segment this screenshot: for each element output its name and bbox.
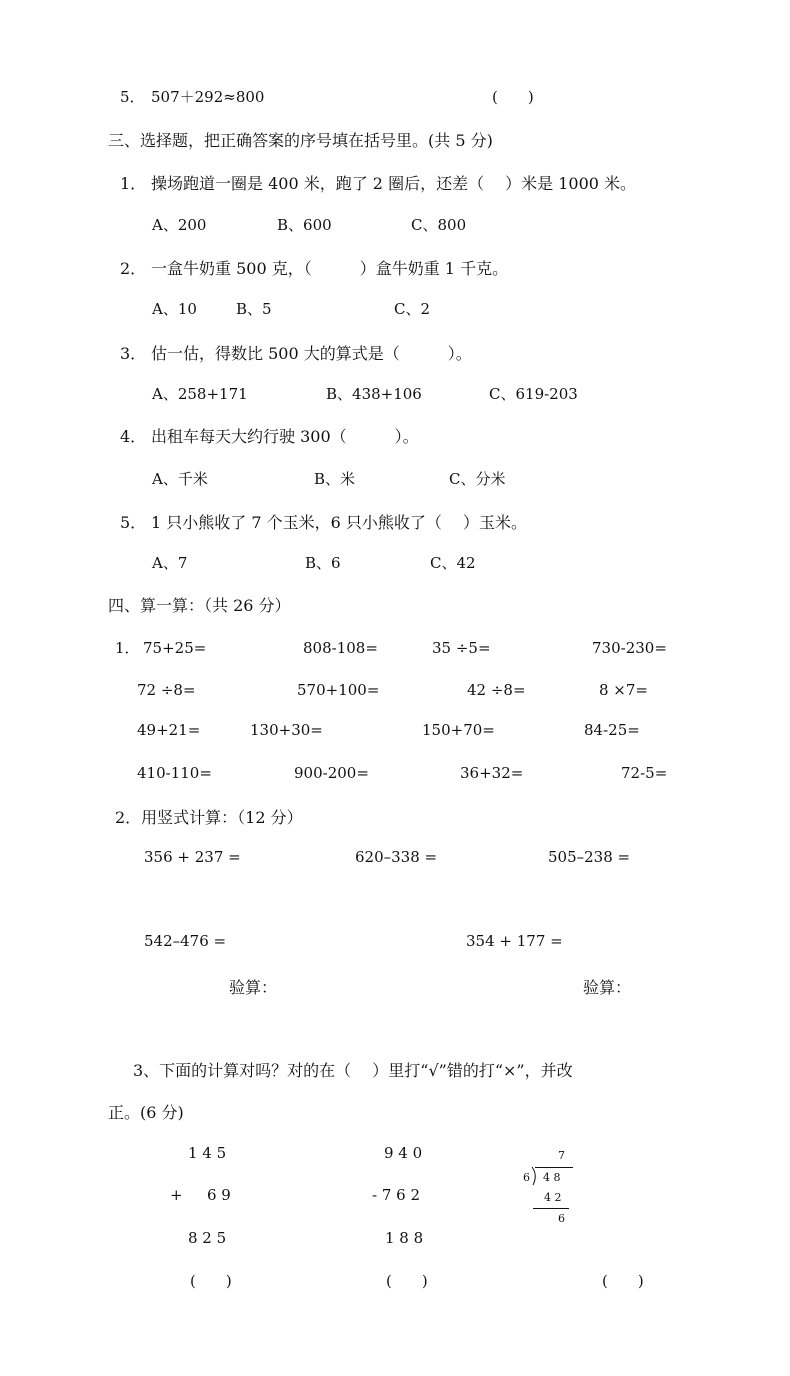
choice-q1-text: 操场跑道一圈是 400 米，跑了 2 圈后，还差（ ）米是 1000 米。 xyxy=(151,174,637,193)
choice-q2-option-a: A、10 xyxy=(152,300,197,318)
choice-q5-option-a: A、7 xyxy=(152,554,188,572)
choice-q3-option-a: A、258+171 xyxy=(152,385,248,403)
judge-item-5-number: 5． xyxy=(120,88,145,106)
oral-calc-r1c4: 730-230= xyxy=(592,639,667,657)
choice-q5-text: 1 只小熊收了 7 个玉米，6 只小熊收了（ ）玉米。 xyxy=(151,513,527,532)
calc3-product: 4 2 xyxy=(544,1191,562,1204)
vertical-calc-2: 620–338 = xyxy=(355,848,438,866)
choice-q3-number: 3． xyxy=(120,344,147,363)
vertical-calc-1: 356 + 237 = xyxy=(144,848,241,866)
oral-calc-r3c1: 49+21= xyxy=(137,721,201,739)
calc1-result: 8 2 5 xyxy=(188,1229,227,1247)
choice-q1-option-a: A、200 xyxy=(152,216,207,234)
oral-calc-r1c2: 808-108= xyxy=(303,639,378,657)
choice-q1-number: 1． xyxy=(120,174,147,193)
calc3-remainder: 6 xyxy=(558,1212,565,1225)
calc3-division-bar xyxy=(535,1167,573,1168)
oral-calc-r2c3: 42 ÷8= xyxy=(467,681,526,699)
choice-q3-option-b: B、438+106 xyxy=(326,385,422,403)
calc3-answer-paren: ( ) xyxy=(602,1272,644,1290)
choice-q3-text: 估一估，得数比 500 大的算式是（ ）。 xyxy=(151,344,472,363)
judge-item-5-answer-paren: ( ) xyxy=(492,88,534,106)
check-label-1: 验算： xyxy=(229,978,278,997)
calc1-bottom: 6 9 xyxy=(207,1186,231,1204)
vertical-calc-5: 354 + 177 = xyxy=(466,932,563,950)
choice-q4-text: 出租车每天大约行驶 300（ ）。 xyxy=(151,427,419,446)
choice-q4-number: 4． xyxy=(120,427,147,446)
oral-calc-r4c4: 72-5= xyxy=(621,764,668,782)
choice-q1-option-c: C、800 xyxy=(411,216,467,234)
vertical-calc-3: 505–238 = xyxy=(548,848,631,866)
choice-q5-number: 5． xyxy=(120,513,147,532)
calc3-divisor: 6 xyxy=(523,1171,530,1184)
section4-title: 四、算一算：（共 26 分） xyxy=(108,596,291,615)
vertical-calc-title: 2．用竖式计算：（12 分） xyxy=(115,808,303,827)
choice-q1-option-b: B、600 xyxy=(277,216,332,234)
correction-title-line2: 正。(6 分) xyxy=(108,1103,184,1122)
oral-calc-r3c4: 84-25= xyxy=(584,721,640,739)
choice-q4-option-b: B、米 xyxy=(314,470,356,488)
oral-calc-r3c2: 130+30= xyxy=(250,721,323,739)
calc3-dividend: 4 8 xyxy=(543,1171,561,1184)
section3-title: 三、选择题，把正确答案的序号填在括号里。(共 5 分) xyxy=(108,131,493,150)
calc2-bottom: - 7 6 2 xyxy=(372,1186,421,1204)
calc3-subtract-line xyxy=(533,1208,569,1209)
oral-calc-r4c2: 900-200= xyxy=(294,764,369,782)
oral-calc-r1c3: 35 ÷5= xyxy=(432,639,491,657)
choice-q2-number: 2． xyxy=(120,259,147,278)
choice-q4-option-a: A、千米 xyxy=(152,470,208,488)
choice-q2-option-c: C、2 xyxy=(394,300,431,318)
calc3-division-bracket xyxy=(531,1166,539,1186)
choice-q4-option-c: C、分米 xyxy=(449,470,506,488)
calc1-answer-paren: ( ) xyxy=(190,1272,232,1290)
oral-calc-r4c3: 36+32= xyxy=(460,764,524,782)
choice-q5-option-c: C、42 xyxy=(430,554,476,572)
choice-q5-option-b: B、6 xyxy=(305,554,341,572)
judge-item-5-expression: 507＋292≈800 xyxy=(151,88,265,106)
oral-calc-r4c1: 410-110= xyxy=(137,764,212,782)
oral-calc-r2c1: 72 ÷8= xyxy=(137,681,196,699)
calc2-top: 9 4 0 xyxy=(384,1144,423,1162)
choice-q2-option-b: B、5 xyxy=(236,300,272,318)
calc1-plus: + xyxy=(170,1186,183,1204)
choice-q2-text: 一盒牛奶重 500 克，（ ）盒牛奶重 1 千克。 xyxy=(151,259,509,278)
correction-title-line1: 3、下面的计算对吗？对的在（ ）里打“√”错的打“×”，并改 xyxy=(133,1061,573,1080)
oral-calc-r2c4: 8 ×7= xyxy=(599,681,648,699)
calc2-answer-paren: ( ) xyxy=(386,1272,428,1290)
oral-calc-number: 1． xyxy=(115,639,140,657)
oral-calc-r3c3: 150+70= xyxy=(422,721,495,739)
vertical-calc-4: 542–476 = xyxy=(144,932,227,950)
choice-q3-option-c: C、619-203 xyxy=(489,385,578,403)
calc3-quotient: 7 xyxy=(558,1149,565,1162)
calc2-result: 1 8 8 xyxy=(385,1229,424,1247)
calc1-top: 1 4 5 xyxy=(188,1144,227,1162)
check-label-2: 验算： xyxy=(583,978,632,997)
oral-calc-r1c1: 75+25= xyxy=(143,639,207,657)
oral-calc-r2c2: 570+100= xyxy=(297,681,380,699)
